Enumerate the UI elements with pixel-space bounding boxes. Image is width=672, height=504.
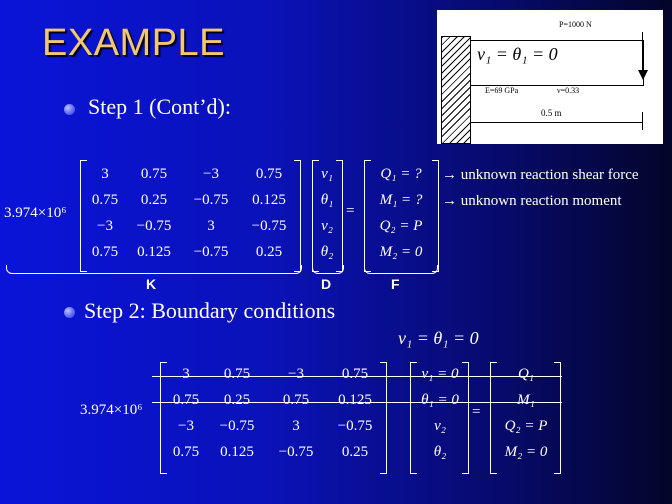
diagram-bc-label: v₁ = θ₁ = 0	[477, 44, 558, 64]
eq2-K-cell: 0.25	[341, 444, 369, 460]
D-label: D	[321, 276, 332, 292]
eq1-F-cell: M₂ = 0	[379, 244, 423, 260]
eq2-K-cell: 0.75	[172, 444, 200, 460]
eq2-F-cell: Q₁	[517, 366, 535, 382]
eq1-K-cell: −0.75	[251, 218, 287, 234]
F-underbrace	[364, 265, 438, 274]
eq1-stiffness-matrix	[84, 166, 298, 270]
eq2-K-cell: −3	[178, 418, 194, 434]
eq1-K-cell: 0.25	[255, 244, 283, 260]
eq1-F-cell: Q₂ = P	[379, 218, 423, 234]
force-label: P=1000 N	[559, 20, 592, 29]
eq2-displacement-vector	[412, 366, 468, 470]
eq2-F-right-bracket	[554, 362, 561, 474]
eq1-D-cell: v₁	[321, 166, 333, 182]
eq1-F-cell: Q₁ = ?	[380, 166, 422, 182]
strike-row-2	[152, 402, 562, 403]
eq2-equals: =	[472, 404, 481, 420]
eq1-K-right-bracket	[294, 160, 301, 272]
boundary-condition: v₁ = θ₁ = 0	[398, 328, 479, 348]
eq1-K-cell: −3	[203, 166, 219, 182]
eq2-K-right-bracket	[380, 362, 387, 474]
dimension-tick-left	[470, 112, 471, 130]
eq2-F-cell: M₁	[517, 392, 535, 408]
eq2-K-cell: 0.125	[338, 392, 372, 408]
force-arrow-shaft	[642, 32, 643, 74]
eq1-K-cell: −0.75	[193, 192, 229, 208]
strike-row-1	[152, 376, 562, 377]
eq2-K-cell: 0.75	[223, 366, 251, 382]
eq2-force-vector	[494, 366, 558, 470]
eq2-K-cell: 3	[182, 366, 190, 382]
K-label: K	[146, 276, 157, 292]
eq2-K-cell: 0.25	[223, 392, 251, 408]
eq2-K-cell: 0.75	[282, 392, 310, 408]
K-underbrace	[6, 265, 302, 274]
eq2-K-cell: −3	[288, 366, 304, 382]
bullet-icon	[64, 104, 75, 115]
eq1-displacement-vector	[316, 166, 338, 270]
eq1-force-vector	[368, 166, 434, 270]
eq2-D-cell: θ₁ = 0	[421, 392, 459, 408]
eq1-K-cell: 0.125	[252, 192, 286, 208]
eq2-K-cell: −0.75	[219, 418, 255, 434]
note-moment: → unknown reaction moment	[442, 193, 622, 209]
eq1-coefficient: 3.974×10⁶	[4, 205, 67, 221]
eq1-K-cell: 0.75	[91, 192, 119, 208]
eq1-F-right-bracket	[432, 160, 439, 272]
step2-heading: Step 2: Boundary conditions	[84, 298, 336, 323]
eq1-K-cell: 0.75	[140, 166, 168, 182]
eq2-F-cell: Q₂ = P	[504, 418, 548, 434]
eq1-K-cell: 0.25	[140, 192, 168, 208]
fixed-wall-hatch	[441, 36, 471, 144]
eq1-D-cell: v₂	[321, 218, 333, 234]
eq1-D-cell: θ₂	[320, 244, 334, 260]
length-label: 0.5 m	[541, 108, 562, 118]
eq2-D-right-bracket	[462, 362, 469, 474]
eq1-K-cell: 0.75	[255, 166, 283, 182]
eq1-K-cell: 0.125	[137, 244, 171, 260]
eq2-K-cell: 0.75	[172, 392, 200, 408]
eq1-K-cell: −3	[97, 218, 113, 234]
eq1-K-cell: 0.75	[91, 244, 119, 260]
eq2-coefficient: 3.974×10⁶	[80, 402, 143, 418]
eq2-K-cell: 0.75	[341, 366, 369, 382]
eq2-K-cell: −0.75	[337, 418, 373, 434]
note-shear-force: → unknown reaction shear force	[442, 167, 639, 183]
eq1-K-cell: −0.75	[193, 244, 229, 260]
eq2-D-cell: v₂	[434, 418, 446, 434]
cantilever-diagram	[437, 10, 663, 144]
eq2-D-cell: θ₂	[433, 444, 447, 460]
eq1-F-cell: M₁ = ?	[379, 192, 423, 208]
dimension-tick-right	[642, 112, 643, 130]
eq1-D-right-bracket	[336, 160, 343, 272]
eq1-K-cell: 3	[207, 218, 215, 234]
eq1-D-cell: θ₁	[320, 192, 334, 208]
eq1-K-cell: −0.75	[136, 218, 172, 234]
eq2-K-cell: 0.125	[220, 444, 254, 460]
eq1-K-cell: 3	[101, 166, 109, 182]
force-arrow-head-icon	[638, 70, 648, 80]
poisson-label: ν=0.33	[557, 86, 580, 95]
F-label: F	[391, 276, 400, 292]
bullet-icon	[64, 307, 75, 318]
dimension-line	[470, 122, 642, 123]
eq2-F-cell: M₂ = 0	[504, 444, 548, 460]
eq2-K-cell: 3	[292, 418, 300, 434]
eq2-stiffness-matrix	[164, 366, 384, 470]
step1-heading: Step 1 (Cont’d):	[88, 94, 231, 119]
eq2-D-cell: v₁ = 0	[421, 366, 459, 382]
slide-title: EXAMPLE	[42, 22, 226, 64]
modulus-label: E=69 GPa	[485, 86, 519, 95]
eq1-equals: =	[346, 203, 355, 219]
D-underbrace	[312, 265, 344, 274]
eq2-K-cell: −0.75	[278, 444, 314, 460]
